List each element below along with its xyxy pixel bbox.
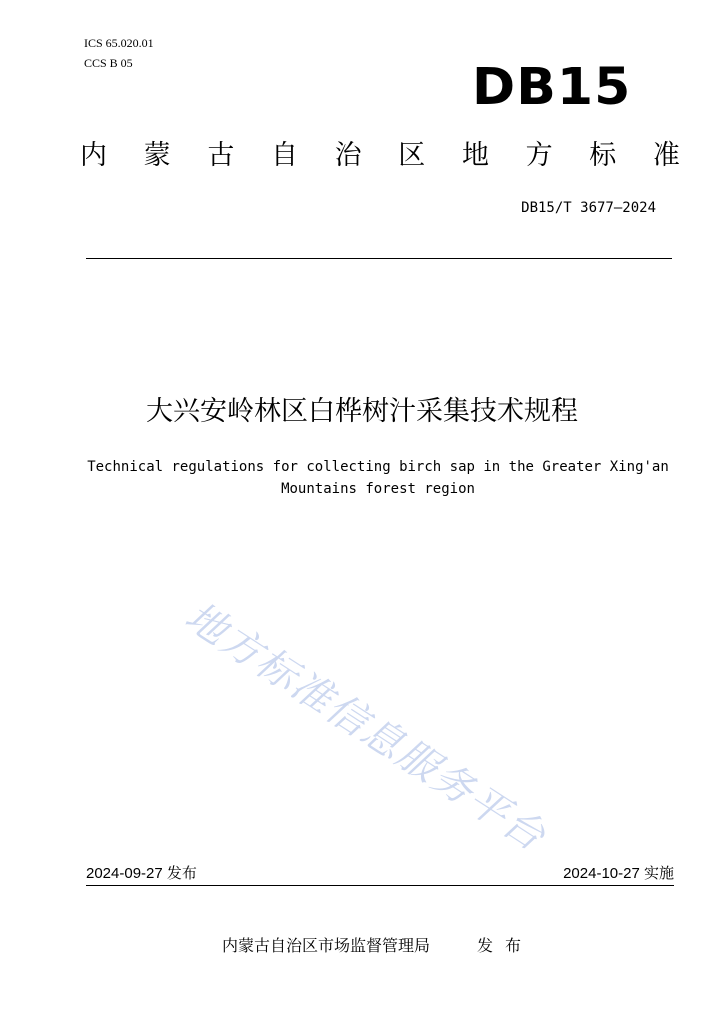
- ics-code: ICS 65.020.01: [84, 36, 154, 50]
- bottom-divider: [86, 885, 674, 886]
- standard-type-char: 内: [80, 140, 107, 171]
- standard-logo: DB15: [472, 58, 632, 117]
- standard-type-char: 区: [398, 140, 426, 171]
- top-divider: [86, 258, 672, 259]
- implementation-date: 2024-10-27 实施: [563, 865, 674, 882]
- watermark-text: 地方标准信息服务平台: [176, 593, 555, 861]
- document-title-chinese: 大兴安岭林区白桦树汁采集技术规程: [146, 396, 578, 427]
- standard-type-char: 方: [525, 140, 553, 171]
- standard-type-char: 准: [652, 140, 680, 171]
- standard-type-char: 治: [334, 140, 362, 171]
- ccs-code: CCS B 05: [84, 56, 133, 70]
- watermark-area: [172, 592, 592, 861]
- standard-type-char: 标: [589, 140, 617, 171]
- publish-label: 发布: [477, 936, 534, 955]
- standard-type-char: 蒙: [143, 140, 171, 171]
- standard-type-char: 自: [270, 140, 298, 171]
- issue-date: 2024-09-27 发布: [86, 865, 197, 882]
- publisher-name: 内蒙古自治区市场监督管理局: [222, 936, 431, 955]
- standard-type-char: 古: [207, 140, 235, 171]
- standard-type-char: 地: [461, 140, 489, 171]
- standard-type-heading: [80, 138, 680, 174]
- document-title-english: Technical regulations for collecting birch sap in the Greater Xing'an Mountains forest region: [87, 459, 669, 497]
- standard-number: DB15/T 3677—2024: [521, 200, 656, 216]
